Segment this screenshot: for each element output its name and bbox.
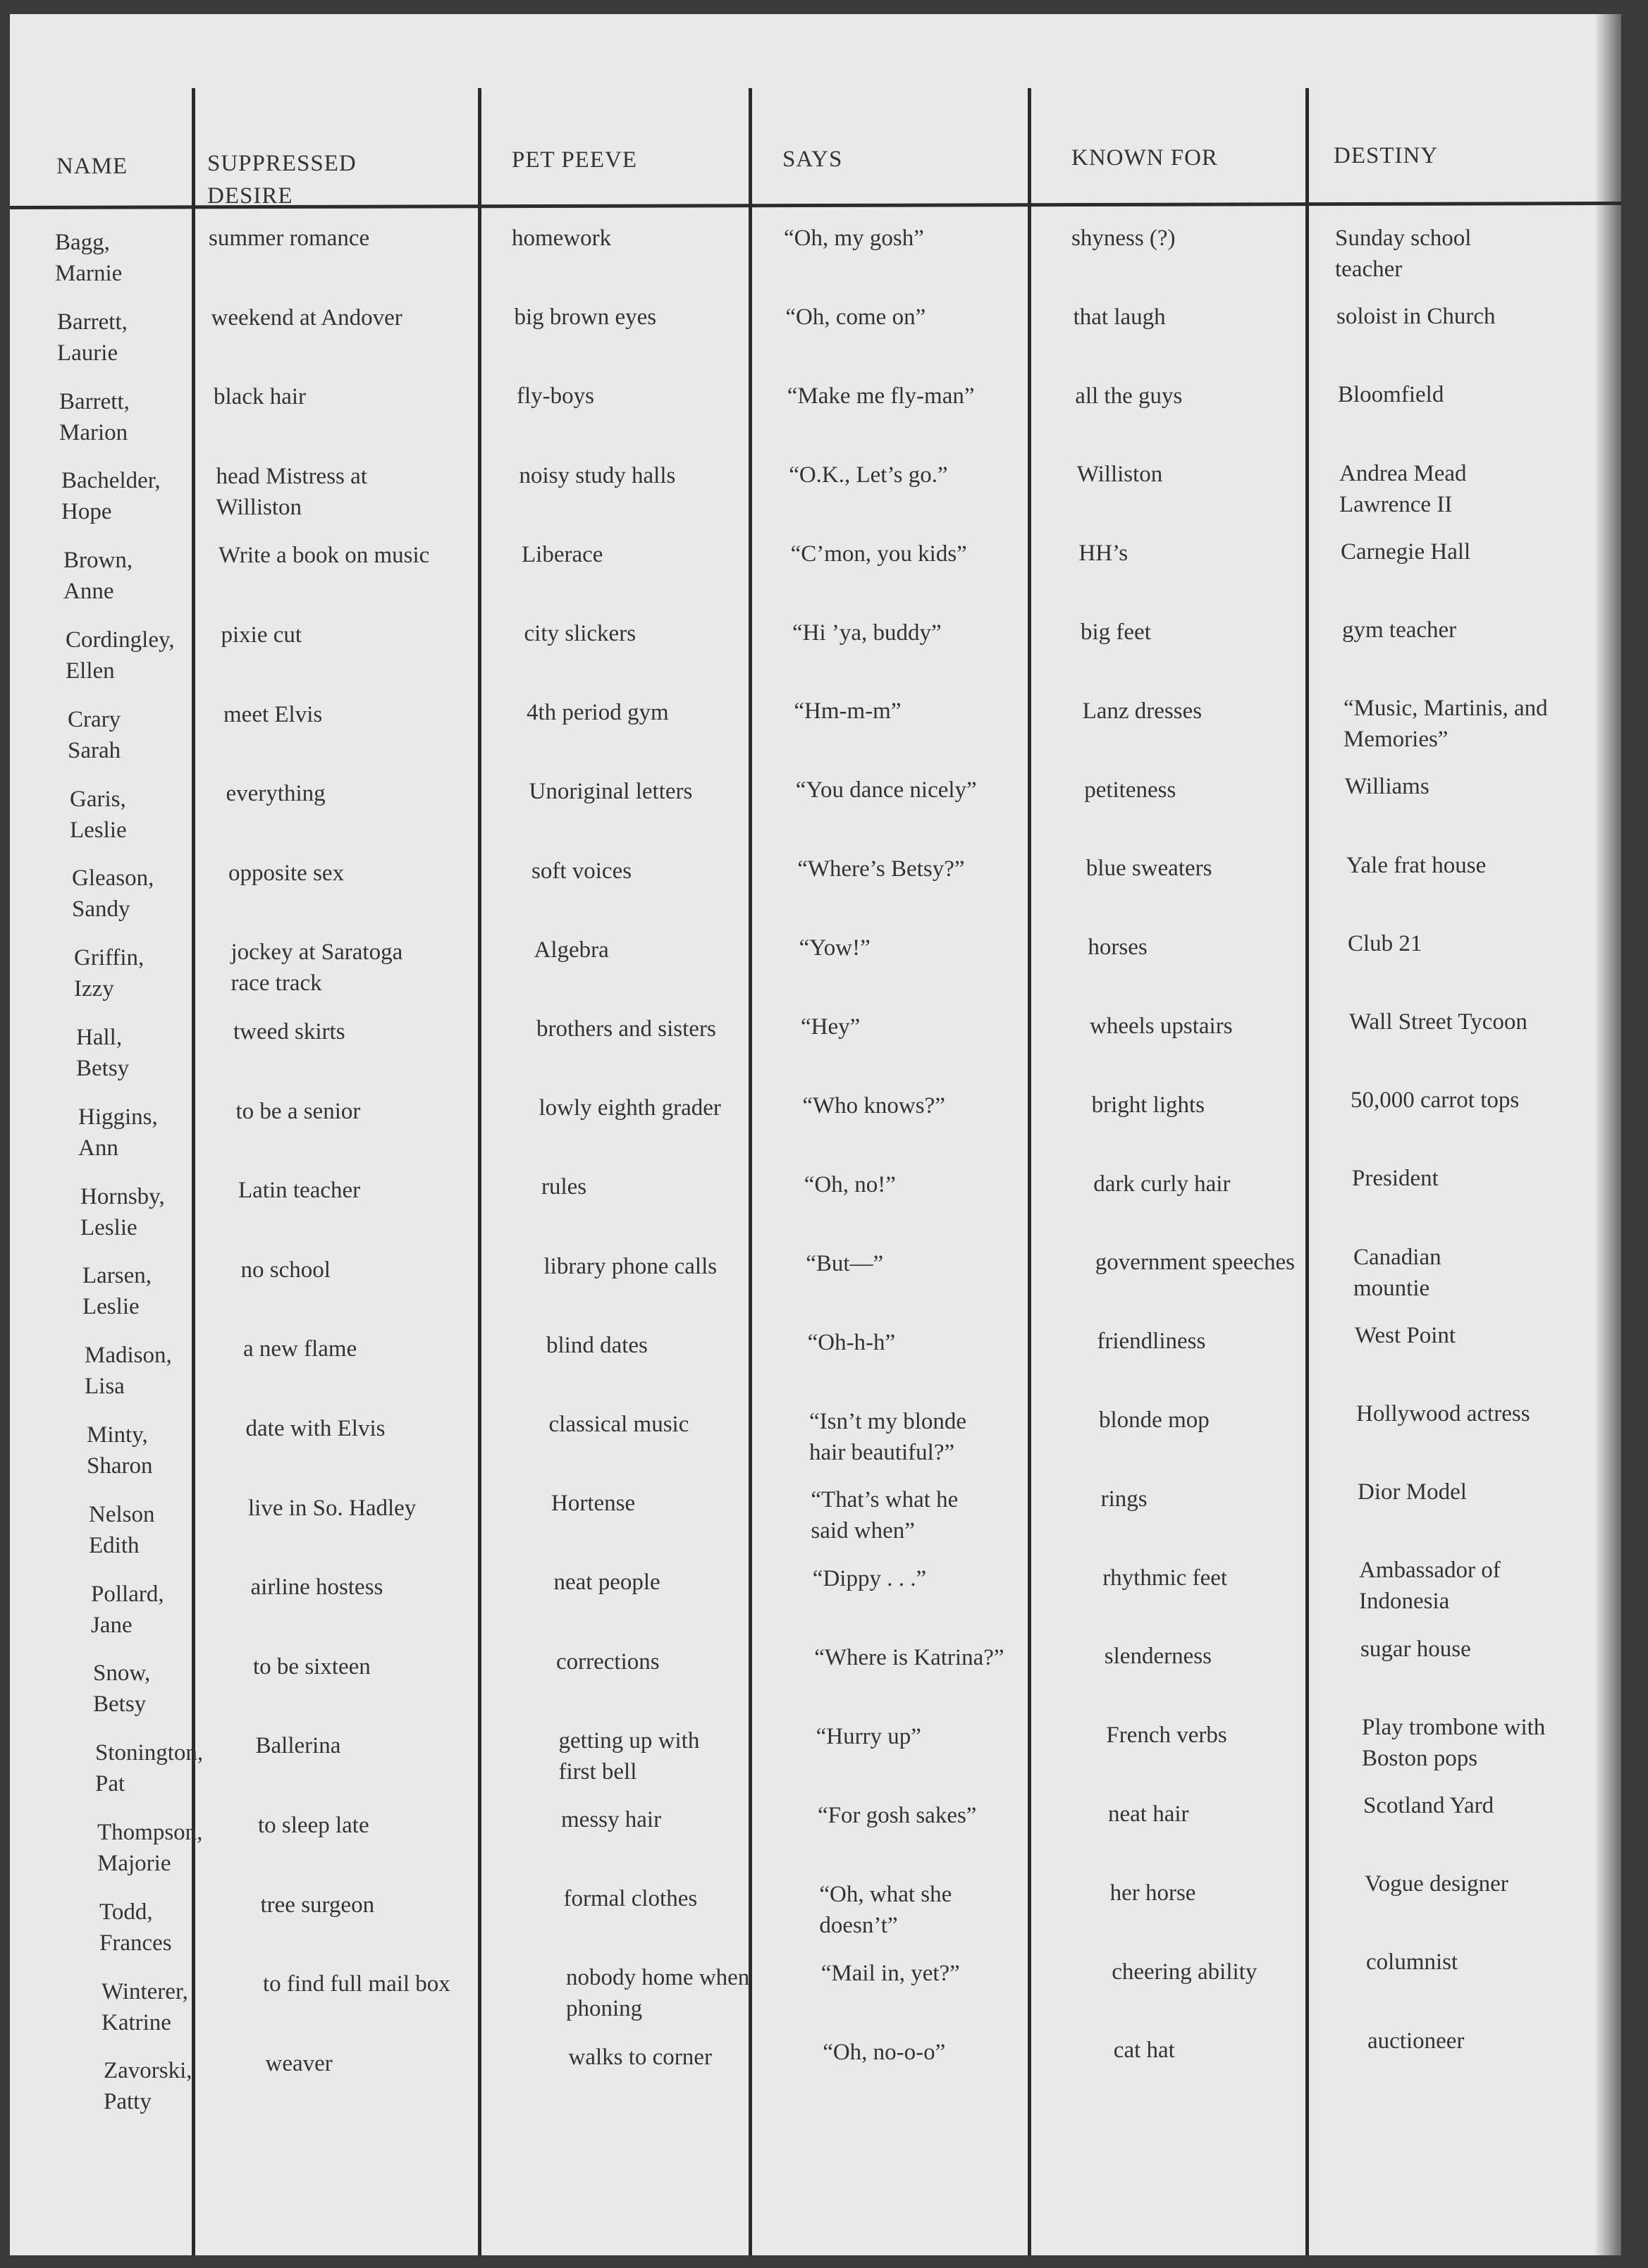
cell-known: HH’s <box>1078 541 1129 567</box>
cell-says: “Oh, come on” <box>785 304 926 330</box>
cell-desire: head Mistress at Williston <box>216 463 367 520</box>
cell-says: “Oh, no-o-o” <box>823 2039 946 2065</box>
cell-known: Williston <box>1076 462 1163 488</box>
cell-peeve: homework <box>512 226 612 251</box>
cell-destiny: “Music, Martinis, and Memories” <box>1343 696 1548 753</box>
cell-says: “For gosh sakes” <box>818 1803 977 1828</box>
cell-name: Crary Sarah <box>68 706 121 763</box>
cell-name: Gleason, Sandy <box>72 865 154 923</box>
cell-name: Madison, Lisa <box>85 1343 172 1400</box>
cell-destiny: Scotland Yard <box>1363 1793 1494 1818</box>
cell-desire: opposite sex <box>228 860 345 886</box>
table-row <box>10 302 1621 381</box>
cell-name: Barrett, Marion <box>59 388 130 445</box>
cell-name: Stonington, Pat <box>95 1740 204 1797</box>
cell-peeve: classical music <box>548 1412 689 1437</box>
cell-destiny: Club 21 <box>1348 930 1422 956</box>
cell-desire: Ballerina <box>255 1733 341 1759</box>
cell-peeve: blind dates <box>546 1332 648 1358</box>
cell-destiny: Yale frat house <box>1346 852 1487 878</box>
cell-name: Winterer, Katrine <box>102 1978 188 2035</box>
cell-desire: jockey at Saratoga race track <box>230 939 403 997</box>
cell-peeve: Unoriginal letters <box>529 779 693 805</box>
cell-destiny: Canadian mountie <box>1353 1244 1441 1301</box>
cell-says: “Dippy . . .” <box>812 1566 927 1592</box>
cell-known: that laugh <box>1073 304 1166 330</box>
cell-name: Nelson Edith <box>89 1501 155 1558</box>
cell-peeve: Hortense <box>551 1491 636 1517</box>
table-row <box>10 617 1621 701</box>
cell-destiny: Andrea Mead Lawrence II <box>1339 460 1467 517</box>
cell-desire: to be sixteen <box>253 1653 371 1680</box>
cell-destiny: columnist <box>1366 1949 1458 1976</box>
cell-destiny: Hollywood actress <box>1356 1401 1530 1426</box>
cell-peeve: library phone calls <box>543 1253 718 1279</box>
cell-known: neat hair <box>1108 1801 1189 1827</box>
cell-says: “You dance nicely” <box>795 777 977 803</box>
cell-desire: tree surgeon <box>260 1892 375 1918</box>
cell-desire: to sleep late <box>258 1813 369 1838</box>
cell-name: Thompson, Majorie <box>97 1820 203 1876</box>
cell-peeve: soft voices <box>531 858 632 884</box>
cell-known: horses <box>1088 935 1148 961</box>
cell-peeve: lowly eighth grader <box>539 1095 721 1121</box>
cell-says: “Who knows?” <box>802 1092 945 1118</box>
cell-name: Zavorski, Patty <box>104 2058 192 2115</box>
header-suppressed-desire: SUPPRESSED DESIRE <box>207 151 357 209</box>
cell-destiny: Ambassador of Indonesia <box>1359 1558 1501 1615</box>
cell-desire: Latin teacher <box>238 1178 361 1204</box>
cell-desire: black hair <box>214 384 307 410</box>
cell-desire: a new flame <box>243 1336 357 1362</box>
cell-known: French verbs <box>1106 1722 1227 1749</box>
cell-name: Hall, Betsy <box>76 1025 130 1081</box>
cell-known: dark curly hair <box>1093 1171 1231 1197</box>
cell-name: Larsen, Leslie <box>82 1263 152 1320</box>
cell-peeve: messy hair <box>561 1807 662 1832</box>
cell-peeve: 4th period gym <box>527 700 669 726</box>
cell-known: cheering ability <box>1112 1959 1257 1985</box>
table-row <box>10 462 1621 541</box>
table-row <box>10 383 1621 462</box>
cell-destiny: Bloomfield <box>1338 382 1444 408</box>
cell-known: slenderness <box>1104 1644 1212 1670</box>
cell-known: bright lights <box>1091 1092 1205 1118</box>
cell-desire: weaver <box>265 2050 333 2076</box>
cell-says: “Make me fly-man” <box>787 383 975 409</box>
table-row <box>10 2028 1621 2140</box>
cell-says: “Where’s Betsy?” <box>797 856 965 882</box>
cell-says: “Hey” <box>801 1014 861 1040</box>
cell-says: “C’mon, you kids” <box>790 541 967 567</box>
cell-peeve: corrections <box>556 1648 660 1675</box>
cell-desire: live in So. Hadley <box>248 1495 417 1521</box>
cell-says: “Oh-h-h” <box>807 1329 896 1355</box>
cell-says: “Isn’t my blonde hair beautiful?” <box>809 1408 967 1465</box>
cell-known: friendliness <box>1097 1329 1206 1355</box>
cell-known: shyness (?) <box>1071 226 1176 251</box>
cell-peeve: formal clothes <box>563 1886 698 1912</box>
cell-destiny: Williams <box>1345 774 1429 800</box>
cell-desire: date with Elvis <box>245 1416 386 1441</box>
cell-known: rings <box>1100 1486 1148 1512</box>
cell-name: Hornsby, Leslie <box>80 1183 165 1240</box>
cell-desire: pixie cut <box>221 622 302 648</box>
cell-name: Garis, Leslie <box>70 786 127 843</box>
table-row <box>10 538 1621 622</box>
cell-peeve: fly-boys <box>517 383 594 409</box>
cell-destiny: gym teacher <box>1342 617 1457 643</box>
cell-desire: everything <box>226 781 326 807</box>
cell-destiny: Vogue designer <box>1365 1871 1508 1897</box>
header-destiny: DESTINY <box>1334 143 1439 168</box>
cell-peeve: rules <box>541 1174 587 1200</box>
cell-peeve: city slickers <box>524 621 637 646</box>
cell-known: Lanz dresses <box>1082 698 1203 724</box>
cell-says: “Where is Katrina?” <box>814 1645 1004 1671</box>
cell-known: government speeches <box>1095 1250 1295 1276</box>
cell-desire: summer romance <box>209 226 370 251</box>
cell-desire: no school <box>240 1257 331 1283</box>
cell-destiny: sugar house <box>1360 1636 1471 1662</box>
cell-name: Todd, Frances <box>99 1899 172 1956</box>
cell-peeve: Algebra <box>534 937 609 963</box>
cell-name: Higgins, Ann <box>78 1104 158 1161</box>
cell-name: Cordingley, Ellen <box>66 627 175 684</box>
cell-desire: tweed skirts <box>233 1019 345 1044</box>
cell-says: “Oh, my gosh” <box>784 226 924 251</box>
cell-name: Snow, Betsy <box>93 1660 151 1718</box>
cell-peeve: big brown eyes <box>514 304 657 331</box>
header-name: NAME <box>56 154 128 179</box>
cell-destiny: President <box>1352 1166 1439 1192</box>
cell-known: rhythmic feet <box>1102 1565 1228 1591</box>
table-row <box>10 223 1621 302</box>
table-row <box>10 696 1621 781</box>
cell-known: big feet <box>1081 620 1151 645</box>
cell-name: Bachelder, Hope <box>61 468 161 525</box>
cell-says: “That’s what he said when” <box>811 1487 959 1544</box>
cell-known: blue sweaters <box>1086 856 1212 882</box>
cell-name: Brown, Anne <box>63 548 133 605</box>
cell-name: Minty, Sharon <box>87 1422 153 1479</box>
cell-destiny: soloist in Church <box>1336 304 1496 330</box>
cell-peeve: brothers and sisters <box>536 1016 716 1042</box>
cell-says: “Hi ’ya, buddy” <box>792 620 942 646</box>
cell-known: blonde mop <box>1099 1407 1210 1433</box>
cell-destiny: Play trombone with Boston pops <box>1362 1714 1546 1771</box>
cell-desire: airline hostess <box>250 1574 383 1601</box>
cell-peeve: nobody home when phoning <box>566 1965 750 2022</box>
cell-destiny: Carnegie Hall <box>1341 538 1471 565</box>
cell-peeve: neat people <box>553 1570 660 1596</box>
cell-peeve: noisy study halls <box>519 462 676 488</box>
cell-says: “Yow!” <box>799 935 871 961</box>
cell-desire: meet Elvis <box>223 701 323 727</box>
cell-known: her horse <box>1109 1880 1196 1906</box>
cell-desire: Write a book on music <box>219 543 430 569</box>
cell-name: Bagg, Marnie <box>55 230 123 286</box>
cell-peeve: Liberace <box>522 541 603 567</box>
cell-desire: to be a senior <box>235 1098 361 1124</box>
cell-peeve: walks to corner <box>568 2044 712 2070</box>
cell-says: “Hurry up” <box>816 1724 921 1750</box>
cell-destiny: Dior Model <box>1358 1479 1467 1505</box>
cell-destiny: 50,000 carrot tops <box>1351 1087 1520 1114</box>
header-known-for: KNOWN FOR <box>1071 145 1218 171</box>
cell-says: “Mail in, yet?” <box>820 1960 960 1986</box>
cell-destiny: auctioneer <box>1367 2028 1465 2054</box>
cell-destiny: West Point <box>1355 1322 1456 1348</box>
cell-says: “Oh, what she doesn’t” <box>819 1881 952 1938</box>
cell-known: cat hat <box>1113 2038 1175 2064</box>
cell-name: Pollard, Jane <box>91 1581 164 1638</box>
cell-desire: weekend at Andover <box>211 304 402 331</box>
cell-name: Griffin, Izzy <box>74 945 144 1002</box>
cell-destiny: Sunday school teacher <box>1335 226 1472 282</box>
cell-known: all the guys <box>1075 383 1183 409</box>
cell-name: Barrett, Laurie <box>57 309 128 366</box>
header-says: SAYS <box>782 147 843 172</box>
cell-says: “Oh, no!” <box>804 1171 896 1197</box>
cell-says: “But—” <box>806 1250 884 1276</box>
cell-known: wheels upstairs <box>1090 1013 1233 1039</box>
cell-known: petiteness <box>1084 777 1176 803</box>
cell-peeve: getting up with first bell <box>558 1727 700 1785</box>
header-pet-peeve: PET PEEVE <box>512 147 637 173</box>
cell-destiny: Wall Street Tycoon <box>1349 1009 1527 1035</box>
cell-says: “O.K., Let’s go.” <box>789 462 948 488</box>
yearbook-page <box>10 14 1621 2255</box>
cell-says: “Hm-m-m” <box>794 698 902 725</box>
cell-desire: to find full mail box <box>263 1971 450 1997</box>
